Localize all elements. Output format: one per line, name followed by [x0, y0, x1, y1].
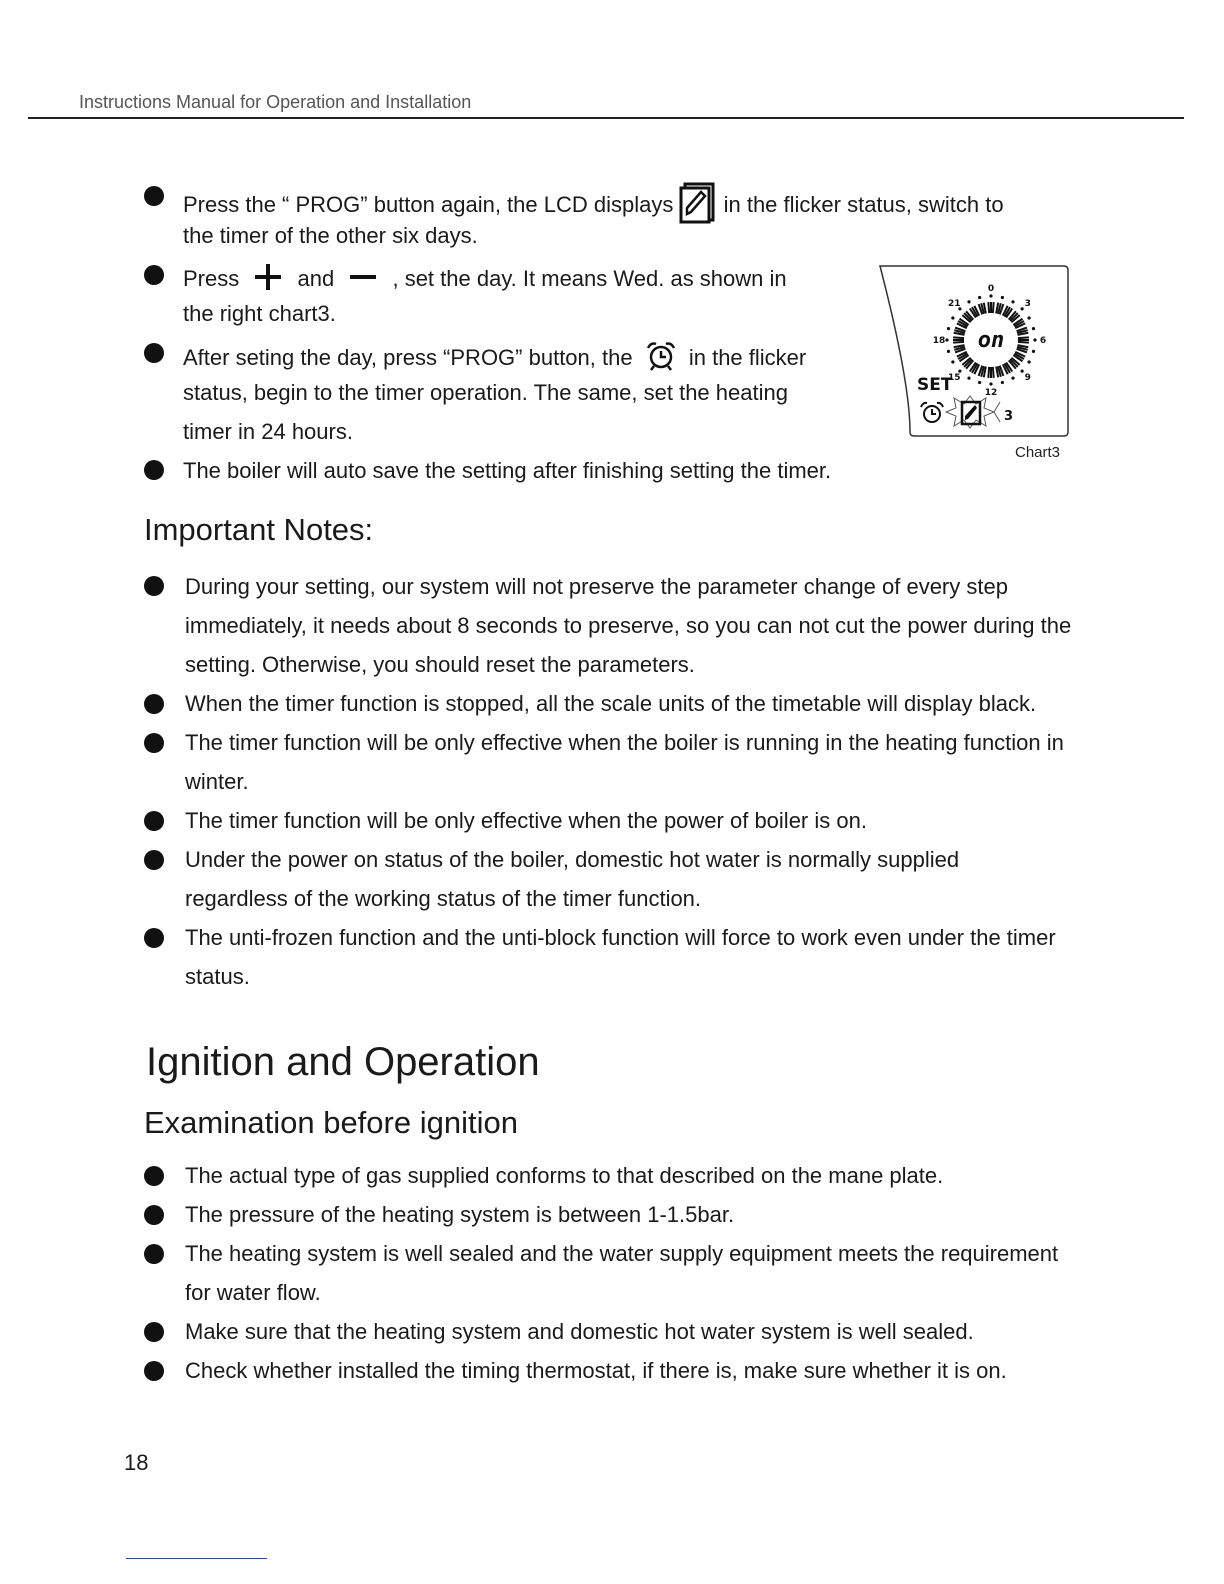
- dial-dot: [1021, 370, 1024, 373]
- intro-bullet-2-and: and: [297, 265, 335, 291]
- dial-hour-label: 15: [947, 372, 961, 383]
- dial-hour-label: 0: [987, 284, 995, 294]
- bullet-icon: [144, 1361, 164, 1381]
- dial-dot: [967, 377, 970, 380]
- note-line: Under the power on status of the boiler, domestic hot water is normally supplied: [185, 847, 960, 872]
- check-line: The actual type of gas supplied conforms to that described on the mane plate.: [185, 1163, 944, 1188]
- dial-dot: [1011, 377, 1014, 380]
- lcd-on-text: on: [977, 328, 1005, 353]
- bullet-icon: [144, 928, 164, 948]
- day-program-icon: [679, 182, 717, 230]
- section-title: Ignition and Operation: [146, 1040, 540, 1084]
- note-line: The unti-frozen function and the unti-block function will force to work even under the timer: [185, 925, 1056, 950]
- bullet-icon: [144, 733, 164, 753]
- intro-bullet-1-cont: the timer of the other six days.: [183, 223, 478, 248]
- lcd-set-label: SET: [917, 375, 953, 395]
- chart3-caption: Chart3: [1015, 444, 1061, 461]
- note-line: The timer function will be only effective when the boiler is running in the heating function in: [185, 730, 1064, 755]
- dial-dot: [945, 338, 948, 341]
- note-line: During your setting, our system will not preserve the parameter change of every step: [185, 574, 1008, 599]
- bullet-icon: [144, 576, 164, 596]
- bullet-icon: [144, 694, 164, 714]
- dial-segment: [953, 337, 964, 342]
- alarm-clock-icon: [645, 340, 677, 378]
- bullet-icon: [144, 265, 164, 285]
- bullet-icon: [144, 460, 164, 480]
- check-line: The pressure of the heating system is between 1-1.5bar.: [185, 1202, 735, 1227]
- footer-divider: [126, 1558, 267, 1559]
- dial-segment: [1018, 337, 1029, 342]
- dial-dot: [1028, 360, 1031, 363]
- lcd-day-number: 3: [1004, 409, 1014, 424]
- dial-dot: [1028, 316, 1031, 319]
- intro-bullet-3-text-b: in the flicker: [688, 344, 807, 370]
- intro-bullet-3-text-a: After seting the day, press “PROG” button, the: [183, 344, 633, 370]
- note-line: immediately, it needs about 8 seconds to preserve, so you can not cut the power during the: [185, 613, 1072, 638]
- intro-bullet-1-text-b: in the flicker status, switch to: [723, 191, 1004, 217]
- chart3-lcd-figure: [876, 262, 1072, 440]
- intro-bullet-2-cont: the right chart3.: [183, 301, 336, 326]
- dial-dot: [1032, 350, 1035, 353]
- dial-dot: [947, 350, 950, 353]
- page-number: 18: [124, 1450, 149, 1475]
- dial-dot: [1021, 307, 1024, 310]
- intro-bullet-1-text-a: Press the “ PROG” button again, the LCD displays: [183, 191, 674, 217]
- dial-dot: [978, 296, 981, 299]
- dial-hour-label: 12: [984, 388, 998, 398]
- note-line: regardless of the working status of the timer function.: [185, 886, 702, 911]
- bullet-icon: [144, 811, 164, 831]
- check-line: The heating system is well sealed and the water supply equipment meets the requirement: [185, 1241, 1059, 1266]
- check-line: for water flow.: [185, 1280, 321, 1305]
- dial-hour-label: 21: [947, 299, 961, 310]
- intro-bullet-3: [183, 340, 806, 378]
- check-line: Make sure that the heating system and domestic hot water system is well sealed.: [185, 1319, 974, 1344]
- bullet-icon: [144, 1322, 164, 1342]
- intro-bullet-2-text-b: , set the day. It means Wed. as shown in: [392, 265, 787, 291]
- intro-bullet-2: [183, 262, 787, 298]
- running-header: Instructions Manual for Operation and Installation: [79, 92, 472, 112]
- intro-bullet-3-cont-2: timer in 24 hours.: [183, 419, 353, 444]
- plus-icon: [253, 262, 283, 298]
- dial-hour-label: 18: [932, 336, 946, 346]
- dial-dot: [951, 316, 954, 319]
- bullet-icon: [144, 1166, 164, 1186]
- dial-segment: [988, 302, 993, 313]
- dial-dot: [978, 381, 981, 384]
- note-line: The timer function will be only effective when the power of boiler is on.: [185, 808, 867, 833]
- dial-hour-label: 3: [1024, 299, 1031, 310]
- dial-dot: [947, 327, 950, 330]
- note-line: status.: [185, 964, 250, 989]
- bullet-icon: [144, 850, 164, 870]
- bullet-icon: [144, 1205, 164, 1225]
- note-line: When the timer function is stopped, all the scale units of the timetable will display black.: [185, 691, 1037, 716]
- intro-bullet-4: The boiler will auto save the setting after finishing setting the timer.: [183, 458, 832, 483]
- dial-dot: [967, 300, 970, 303]
- dial-dot: [951, 360, 954, 363]
- section-subtitle: Examination before ignition: [144, 1105, 518, 1140]
- note-line: winter.: [185, 769, 249, 794]
- minus-icon: [348, 262, 378, 298]
- bullet-icon: [144, 343, 164, 363]
- dial-dot: [1011, 300, 1014, 303]
- important-notes-heading: Important Notes:: [144, 512, 374, 547]
- dial-dot: [989, 382, 992, 385]
- intro-bullet-3-cont-1: status, begin to the timer operation. The same, set the heating: [183, 380, 788, 405]
- note-line: setting. Otherwise, you should reset the parameters.: [185, 652, 695, 677]
- dial-dot: [1001, 296, 1004, 299]
- dial-segment: [988, 367, 993, 378]
- bullet-icon: [144, 1244, 164, 1264]
- check-line: Check whether installed the timing thermostat, if there is, make sure whether it is on.: [185, 1358, 1007, 1383]
- dial-hour-label: 6: [1039, 336, 1047, 346]
- intro-bullet-2-text-a: Press: [183, 265, 240, 291]
- bullet-icon: [144, 186, 164, 206]
- dial-dot: [1033, 338, 1036, 341]
- dial-hour-label: 9: [1024, 372, 1031, 383]
- dial-dot: [1001, 381, 1004, 384]
- dial-dot: [989, 294, 992, 297]
- dial-dot: [1032, 327, 1035, 330]
- header-divider: [28, 117, 1184, 119]
